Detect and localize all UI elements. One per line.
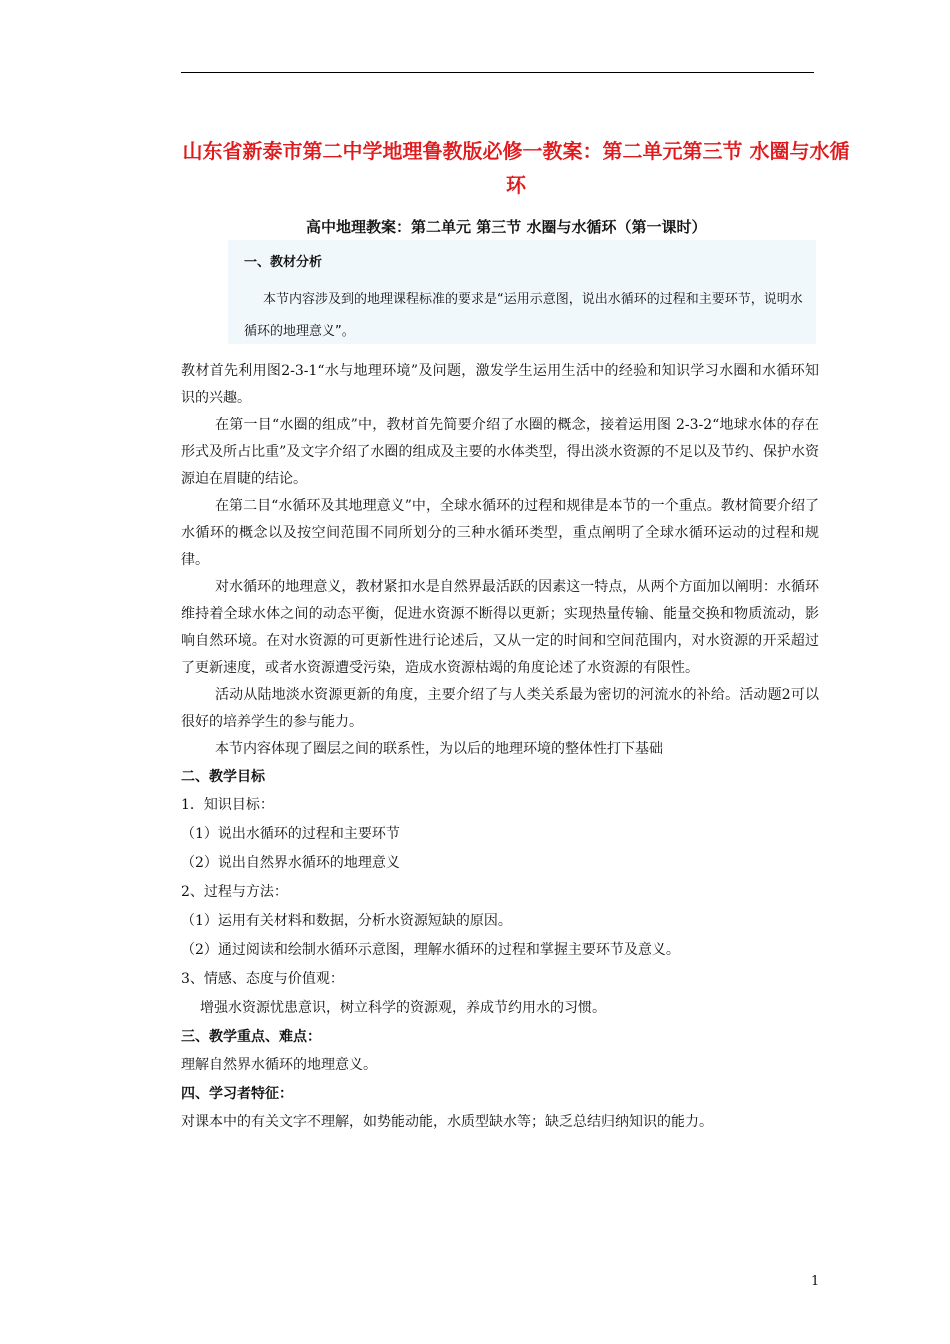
- section-heading-teaching-goals: 二、教学目标: [181, 769, 265, 785]
- paragraph: 本节内容体现了圈层之间的联系性，为以后的地理环境的整体性打下基础: [215, 741, 663, 757]
- knowledge-goal-item: （1）说出水循环的过程和主要环节: [181, 826, 400, 842]
- process-method-item: （2）通过阅读和绘制水循环示意图，理解水循环的过程和掌握主要环节及意义。: [181, 942, 680, 958]
- section-heading-key-points: 三、教学重点、难点：: [181, 1029, 321, 1045]
- curriculum-standard-text: 本节内容涉及到的地理课程标准的要求是“运用示意图，说出水循环的过程和主要环节，说明水循环的地理意义”。: [244, 292, 803, 339]
- document-title: 山东省新泰市第二中学地理鲁教版必修一教案：第二单元第三节 水圈与水循环: [182, 139, 850, 197]
- knowledge-goals-title: 1．知识目标：: [181, 797, 274, 813]
- emotion-attitude-text: 增强水资源忧患意识，树立科学的资源观，养成节约用水的习惯。: [200, 1000, 606, 1016]
- paragraph: 在第二目“水循环及其地理意义”中，全球水循环的过程和规律是本节的一个重点。教材简要介绍了水循环的概念以及按空间范围不同所划分的三种水循环类型，重点阐明了全球水循环运动的过程和规律。: [181, 498, 819, 568]
- emotion-attitude-title: 3、情感、态度与价值观：: [181, 971, 344, 987]
- process-method-title: 2、过程与方法：: [181, 884, 288, 900]
- section-heading-learner-features: 四、学习者特征：: [181, 1086, 293, 1102]
- section-heading-textbook-analysis: 一、教材分析: [244, 255, 323, 270]
- key-points-text: 理解自然界水循环的地理意义。: [181, 1057, 377, 1073]
- header-rule: [181, 72, 814, 73]
- paragraph: 对水循环的地理意义，教材紧扣水是自然界最活跃的因素这一特点，从两个方面加以阐明：水循环维持着全球水体之间的动态平衡，促进水资源不断得以更新；实现热量传输、能量交换和物质流动，影响自然环境。在对水资源的可更新性进行论述后，又从一定的时间和空间范围内，对水资源的开采超过了更新速度，或者水资源遭受污染，造成水资源枯竭的角度论述了水资源的有限性。: [181, 579, 819, 676]
- paragraph: 活动从陆地淡水资源更新的角度，主要介绍了与人类关系最为密切的河流水的补给。活动题2可以很好的培养学生的参与能力。: [181, 687, 819, 730]
- paragraph: 教材首先利用图2-3-1“水与地理环境”及问题，激发学生运用生活中的经验和知识学习水圈和水循环知识的兴趣。: [181, 363, 819, 406]
- paragraph: 在第一目“水圈的组成”中，教材首先简要介绍了水圈的概念，接着运用图 2-3-2“地球水体的存在形式及所占比重”及文字介绍了水圈的组成及主要的水体类型，得出淡水资源的不足以及节约、保护水资源迫在眉睫的结论。: [181, 417, 819, 487]
- document-subtitle: 高中地理教案：第二单元 第三节 水圈与水循环（第一课时）: [306, 218, 707, 236]
- learner-features-text: 对课本中的有关文字不理解，如势能动能，水质型缺水等；缺乏总结归纳知识的能力。: [181, 1114, 713, 1130]
- page-number: 1: [811, 1274, 820, 1289]
- knowledge-goal-item: （2）说出自然界水循环的地理意义: [181, 855, 400, 871]
- document-body: [181, 358, 819, 1137]
- process-method-item: （1）运用有关材料和数据，分析水资源短缺的原因。: [181, 913, 512, 929]
